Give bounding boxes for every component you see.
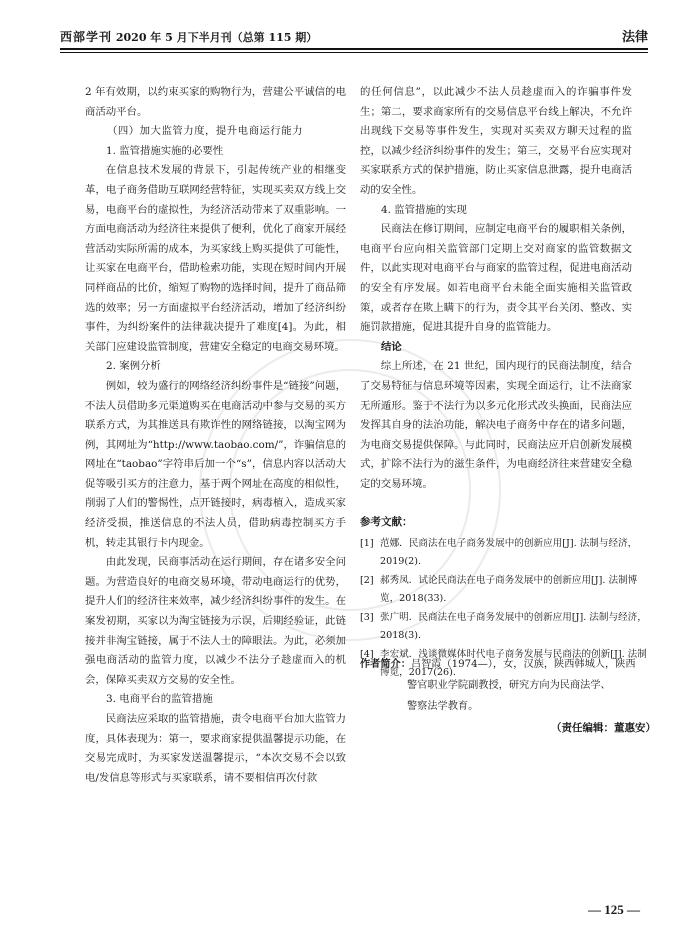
section-label: 法律 (621, 30, 648, 45)
reference-number: [3] (360, 612, 374, 623)
subsection-heading: 3. 电商平台的监管措施 (106, 693, 213, 706)
reference-text: 李宏斌．浅谈微媒体时代电子商务发展与民商法的创新[J]. 法制博览，2017(26). (380, 649, 647, 678)
issue-info: 2020 年 5 月下半月刊（总第 115 期） (115, 31, 318, 44)
paragraph: 综上所述，在 21 世纪，国内现行的民商法制度，结合了交易特征与信息环境等因素，实现全面运行，让不法商家无所遁形。鉴于不法行为以多元化形式改头换面，民商法应发挥其自身的法治功能，解决电子商务中存在的诸多问题，为电商交易提供保障。与此同时，民商法应开启创新发展模式，扩除不法行为的滋生条件，为电商经济往来营建安全稳定的交易环境。 (360, 360, 632, 490)
responsible-editor: （责任编辑：董惠安） (551, 722, 656, 734)
subsection-heading: 2. 案例分析 (106, 360, 161, 373)
author-line: 吕智霞（1974—），女，汉族，陕西韩城人，陕西 (410, 659, 636, 670)
author-line: 警官职业学院副教授，研究方向为民商法学、 (407, 680, 611, 691)
paragraph: 在信息技术发展的背景下，引起传统产业的相继变革，电子商务借助互联网经营特征，实现买卖双方线上交易，电商平台的虚拟性，为经济活动带来了双重影响。一方面电商活动为经济往来提供了便利，优化了商家开展经营活动实际所需的成本，为买家线上购买提供了可能性，让买家在电商平台，借助检索功能，实现在短时间内开展同样商品的比价，缩短了购物的选择时间，提升了商品筛选的效率；另一方面虚拟平台经济活动，增加了经济纠纷事件，为纠纷案件的法律裁决提升了难度[4]。为此，相关部门应建设监管制度，营建安全稳定的电商交易环境。 (85, 164, 346, 353)
author-bio (360, 654, 658, 717)
reference-number: [2] (360, 575, 374, 586)
reference-number: [1] (360, 538, 374, 549)
reference-item (360, 535, 650, 571)
paragraph: 民商法在修订期间，应制定电商平台的履职相关条例，电商平台应向相关监管部门定期上交对商家的监管数据文件，以此实现对电商平台与商家的监管过程，促进电商活动的安全有序发展。如若电商平台未能全面实施相关监管政策，或者存在欺上瞒下的行为，责令其平台关闭、整改、实施罚款措施，促进其提升自身的监管能力。 (360, 223, 632, 334)
page-number: — 125 — (588, 902, 640, 917)
paragraph: 例如，较为盛行的网络经济纠纷事件是“链接”问题，不法人员借助多元渠道购买在电商活动中参与交易的买方联系方式，为其推送具有欺诈性的网络链接，以淘宝网为例，其网址为“http://www.taobao.com/”，诈骗信息的网址在“taobao”字符串后加一个“s”，信息内容以活动大促等吸引买方的注意力，基于两个网址在高度的相似性，削弱了人们的警惕性，点开链接时，病毒植入，造成买家经济受损，推送信息的不法人员，借助病毒控制买方手机，转走其银行卡内现金。 (85, 379, 346, 549)
references-title: 参考文献： (360, 516, 413, 528)
author-line: 警察法学教育。 (407, 701, 479, 712)
paragraph: 2 年有效期，以约束买家的购物行为，营建公平诚信的电商活动平台。 (85, 86, 346, 118)
paragraph: 的任何信息”，以此减少不法人员趁虚而入的诈骗事件发生；第二，要求商家所有的交易信息平台线上解决，不允许出现线下交易等事件发生，实现对买卖双方聊天过程的监控，以减少经济纠纷事件的发生；第三，交易平台应实现对买家联系方式的保护措施，防止买家信息泄露，提升电商活动的安全性。 (360, 86, 632, 196)
section-heading: （四）加大监管力度，提升电商运行能力 (107, 125, 304, 138)
subsection-heading: 4. 监管措施的实现 (381, 203, 467, 216)
page-header (60, 26, 648, 48)
header-rule (60, 48, 648, 50)
subsection-heading: 1. 监管措施实施的必要性 (106, 144, 224, 157)
reference-number: [4] (360, 649, 374, 660)
journal-name: 西部学刊 (60, 30, 113, 44)
header-rule-thin (60, 52, 648, 53)
conclusion-heading: 结论 (381, 340, 402, 353)
reference-item (360, 572, 650, 608)
reference-text: 张广明．民商法在电子商务发展中的创新应用[J]. 法制与经济，2018(3). (380, 612, 647, 641)
right-column (360, 83, 632, 494)
left-column (85, 83, 346, 788)
paragraph: 民商法应采取的监管措施，责令电商平台加大监管力度，具体表现为：第一，要求商家提供温馨提示功能，在交易完成时，为买家发送温馨提示，“本次交易不会以致电/发信息等形式与买家联系，请不要相信再次付款 (85, 713, 346, 784)
reference-text: 郝秀凤．试论民商法在电子商务发展中的创新应用[J]. 法制博览，2018(33). (380, 575, 638, 604)
masthead (60, 28, 317, 45)
paragraph: 由此发现，民商事活动在运行期间，存在诸多安全问题。为营造良好的电商交易环境，带动电商运行的优势，提升人们的经济往来效率，减少经济纠纷事件的发生。在案发初期，买家以为淘宝链接为示误，后期经验证，此链接并非淘宝链接，属于不法人士的障眼法。为此，必须加强电商活动的监管力度，以减少不法分子趁虚而入的机会，保障买卖双方交易的安全性。 (85, 556, 346, 686)
reference-item (360, 609, 650, 645)
author-label: 作者简介： (360, 658, 411, 670)
reference-text: 范娜．民商法在电子商务发展中的创新应用[J]. 法制与经济，2019(2). (380, 538, 638, 567)
